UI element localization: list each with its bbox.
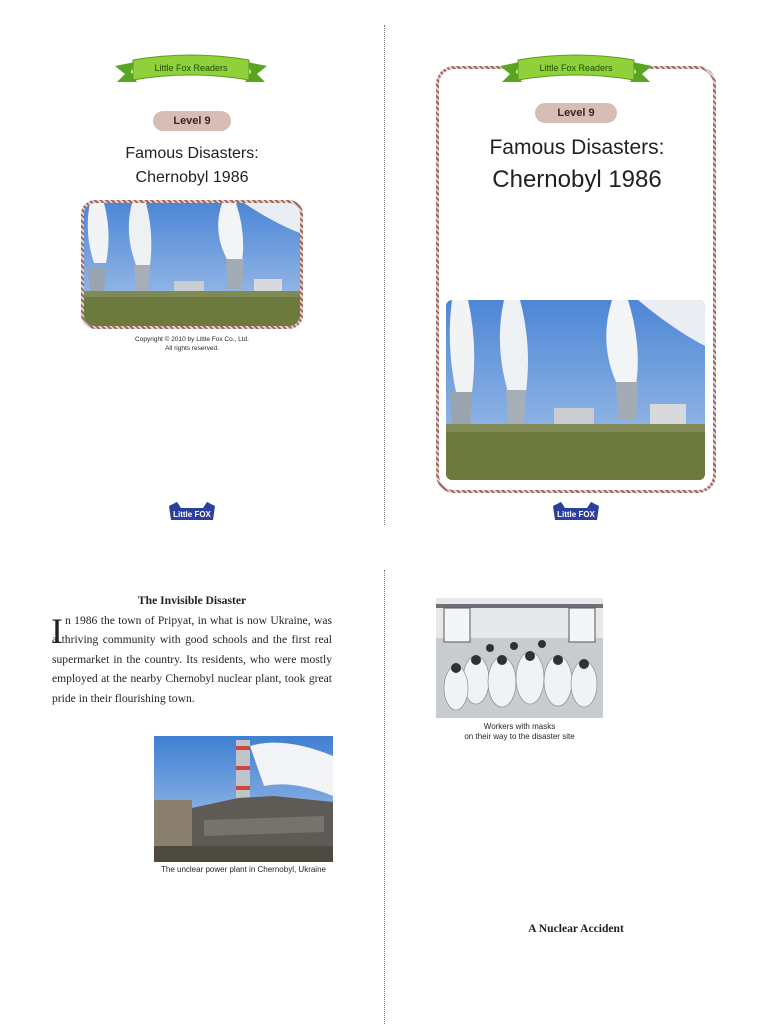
text-line: supermarket in the country. Its residents, who were mostly <box>52 652 332 666</box>
book-title-line1: Famous Disasters: <box>489 136 665 159</box>
workers-in-bus-image <box>436 598 603 718</box>
photo-caption-line1: Workers with masks <box>483 722 556 731</box>
level-badge: Level 9 <box>535 103 617 123</box>
copyright-line2: All rights reserved. <box>165 345 219 352</box>
book-title-line2: Chernobyl 1986 <box>135 169 249 186</box>
text-line: a thriving community with good schools and the first real <box>52 633 332 647</box>
little-fox-logo <box>551 500 601 524</box>
photo-caption: The unclear power plant in Chernobyl, Ukraine <box>161 865 326 874</box>
cover-photo <box>84 203 300 326</box>
book-title-line2: Chernobyl 1986 <box>492 166 662 193</box>
cooling-towers-image <box>84 203 300 326</box>
power-plant-photo <box>154 736 333 862</box>
cooling-towers-image <box>446 300 705 480</box>
chernobyl-plant-image <box>154 736 333 862</box>
cover-photo-frame <box>81 200 303 329</box>
page-divider-bottom <box>384 570 385 1024</box>
workers-photo <box>436 598 603 718</box>
page-divider-top <box>384 25 385 525</box>
text-line: n 1986 the town of Pripyat, in what is now Ukraine, was <box>65 614 332 627</box>
text-line: employed at the nearby Chernobyl nuclear plant, took great <box>52 672 332 686</box>
copyright-line1: Copyright © 2010 by Little Fox Co., Ltd. <box>135 336 249 343</box>
section-heading: A Nuclear Accident <box>528 922 624 935</box>
series-label: Little Fox Readers <box>154 63 228 73</box>
drop-cap: I <box>51 611 63 651</box>
chapter-heading: The Invisible Disaster <box>137 594 247 607</box>
cover-photo-large <box>446 300 705 480</box>
text-line: pride in their flourishing town. <box>52 691 195 705</box>
little-fox-logo <box>167 500 217 524</box>
series-ribbon-large <box>498 52 654 92</box>
level-badge: Level 9 <box>153 111 231 131</box>
series-label: Little Fox Readers <box>539 63 613 73</box>
book-title-line1: Famous Disasters: <box>125 145 259 162</box>
logo-text: Little FOX <box>173 510 211 519</box>
series-ribbon-small <box>113 52 269 92</box>
logo-text: Little FOX <box>557 510 595 519</box>
fox-logo-icon <box>167 500 217 524</box>
fox-logo-icon <box>551 500 601 524</box>
photo-caption-line2: on their way to the disaster site <box>464 732 575 741</box>
